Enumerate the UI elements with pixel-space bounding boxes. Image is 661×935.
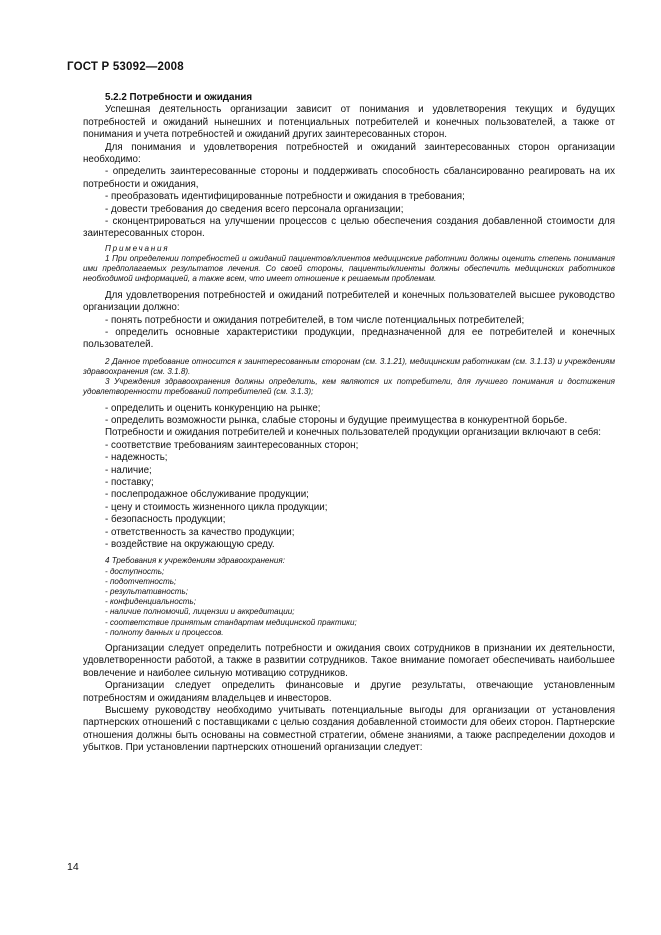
paragraph-5: Организации следует определить потребности и ожидания своих сотрудников в признании их деятельности, удовлетворенности работой, а также в развитии сотрудников. Такое внимание помогает обеспечивать наибольшее вовлечение и наиболее сильную мотивацию сотрудников. <box>83 643 615 679</box>
list-item: - довести требования до сведения всего персонала организации; <box>105 203 404 215</box>
note-4-item: - полноту данных и процессов. <box>105 627 224 637</box>
section-title: 5.2.2 Потребности и ожидания <box>105 92 253 103</box>
paragraph-6: Организации следует определить финансовые и другие результаты, отвечающие установленным потребностям и ожиданиям владельцев и инвесторов. <box>83 680 615 704</box>
list-item: - определить основные характеристики продукции, предназначенной для ее потребителей и конечных пользователей. <box>83 326 615 351</box>
note-4-item: - подотчетность; <box>105 576 177 586</box>
list-item: - определить и оценить конкуренцию на рынке; <box>105 402 321 414</box>
list-item: - безопасность продукции; <box>105 514 226 526</box>
note-4-item: - результативность; <box>105 587 188 597</box>
list-item: - наличие; <box>105 464 152 476</box>
list-item: - понять потребности и ожидания потребителей, в том числе потенциальных потребителей; <box>105 314 525 326</box>
page-number: 14 <box>67 861 79 873</box>
note-4-item: - конфиденциальность; <box>105 597 197 607</box>
list-item: - послепродажное обслуживание продукции; <box>105 489 309 501</box>
note-3: 3 Учреждения здравоохранения должны определить, кем являются их потребители, для лучшего понимания и достижения удовлетворенности требований потребителей (см. 3.1.3); <box>83 377 615 397</box>
list-item: - цену и стоимость жизненного цикла продукции; <box>105 501 328 513</box>
list-item: - поставку; <box>105 476 154 488</box>
note-2: 2 Данное требование относится к заинтересованным сторонам (см. 3.1.21), медицинским работникам (см. 3.1.13) и учреждениям здравоохранения (см. 3.1.8). <box>83 356 615 376</box>
list-item: - сконцентрироваться на улучшении процессов с целью обеспечения создания добавленной стоимости для заинтересованных сторон. <box>83 216 615 240</box>
note-1: 1 При определении потребностей и ожиданий пациентов/клиентов медицинские работники должны оценить степень понимания ими предполагаемых результатов лечения. Со своей стороны, пациенты/клиенты должны обеспечить медицинских работников необходимой информацией, а также всем, что имеет отношение к решаемым проблемам. <box>83 254 615 284</box>
note-4-title: 4 Требования к учреждениям здравоохранения: <box>105 556 285 566</box>
list-item: - надежность; <box>105 452 168 464</box>
note-4-item: - соответствие принятым стандартам медицинской практики; <box>105 617 357 627</box>
note-4-item: - доступность; <box>105 566 165 576</box>
list-item: - определить возможности рынка, слабые стороны и будущие преимущества в конкурентной борьбе. <box>105 414 568 426</box>
list-item: - преобразовать идентифицированные потребности и ожидания в требования; <box>105 191 465 203</box>
list-item: - соответствие требованиям заинтересованных сторон; <box>105 439 359 451</box>
paragraph-1: Успешная деятельность организации зависит от понимания и удовлетворения текущих и будущих потребностей и ожиданий нынешних и потенциальных потребителей и конечных пользователей, а также от понимания и учета потребностей и ожиданий других заинтересованных сторон. <box>83 104 615 141</box>
paragraph-4: Потребности и ожидания потребителей и конечных пользователей продукции организации включают в себя: <box>105 427 602 439</box>
paragraph-3: Для удовлетворения потребностей и ожиданий потребителей и конечных пользователей высшее руководство организации должно: <box>83 289 615 314</box>
list-item: - ответственность за качество продукции; <box>105 526 295 538</box>
paragraph-2: Для понимания и удовлетворения потребностей и ожиданий заинтересованных сторон организации необходимо: <box>83 141 615 166</box>
document-body <box>83 92 615 755</box>
note-4-item: - наличие полномочий, лицензии и аккредитации; <box>105 607 295 617</box>
document-header: ГОСТ Р 53092—2008 <box>67 61 184 73</box>
list-item: - воздействие на окружающую среду. <box>105 539 275 550</box>
list-item: - определить заинтересованные стороны и поддерживать способность сбалансированно реагировать на их потребности и ожидания, <box>83 166 615 190</box>
notes-title: Примечания <box>105 243 170 253</box>
paragraph-7: Высшему руководству необходимо учитывать потенциальные выгоды для организации от установления партнерских отношений с поставщиками с целью создания добавленной стоимости для обеих сторон. Партнерские отношения должны быть основаны на совместной стратегии, обмене знаниями, а также распределении доходов и убытков. При установлении партнерских отношений организации следует: <box>83 705 615 754</box>
